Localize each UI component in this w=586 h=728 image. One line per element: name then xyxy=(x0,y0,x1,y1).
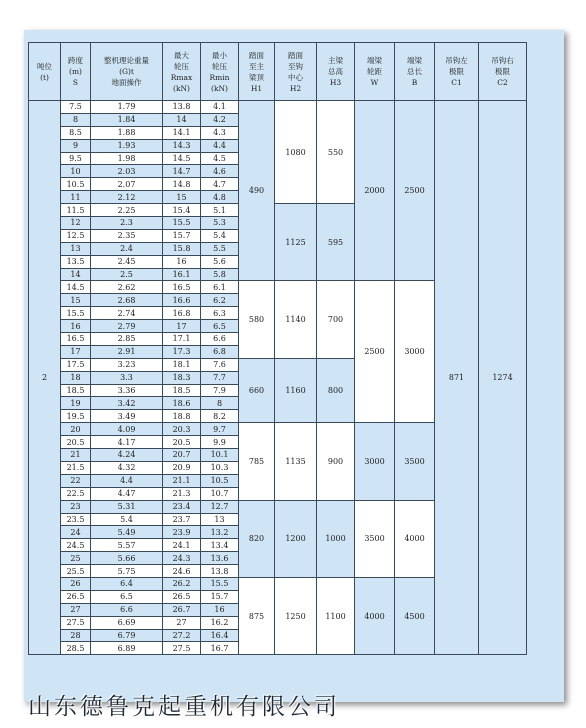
weight-cell: 4.17 xyxy=(91,436,163,449)
h3-cell: 700 xyxy=(317,281,355,358)
span-cell: 8.5 xyxy=(61,126,91,139)
header-h2 xyxy=(275,43,317,101)
header-tonnage xyxy=(29,43,61,101)
span-cell: 12 xyxy=(61,217,91,230)
header-line: (G)t xyxy=(119,67,134,76)
weight-cell: 2.74 xyxy=(91,307,163,320)
header-hook-right-limit-c2 xyxy=(479,43,527,101)
weight-cell: 5.49 xyxy=(91,526,163,539)
weight-cell: 3.23 xyxy=(91,358,163,371)
weight-cell: 5.57 xyxy=(91,539,163,552)
max-load-cell: 23.7 xyxy=(163,513,201,526)
header-line: H2 xyxy=(289,83,302,93)
header-line: B xyxy=(411,78,418,87)
weight-cell: 6.4 xyxy=(91,577,163,590)
b-cell: 3000 xyxy=(395,281,435,423)
span-cell: 24.5 xyxy=(61,539,91,552)
header-line: 主梁 xyxy=(328,56,343,65)
min-load-cell: 7.7 xyxy=(201,371,239,384)
header-line: (t) xyxy=(40,72,49,82)
weight-cell: 5.4 xyxy=(91,513,163,526)
max-load-cell: 16.5 xyxy=(163,281,201,294)
max-load-cell: 24.1 xyxy=(163,539,201,552)
span-cell: 26.5 xyxy=(61,590,91,603)
span-cell: 28 xyxy=(61,629,91,642)
span-cell: 20 xyxy=(61,423,91,436)
min-load-cell: 4.3 xyxy=(201,126,239,139)
weight-cell: 2.35 xyxy=(91,229,163,242)
weight-cell: 2.07 xyxy=(91,178,163,191)
min-load-cell: 6.5 xyxy=(201,320,239,333)
h3-cell: 800 xyxy=(317,358,355,422)
span-cell: 12.5 xyxy=(61,229,91,242)
min-load-cell: 5.8 xyxy=(201,268,239,281)
b-cell: 4500 xyxy=(395,577,435,654)
span-cell: 27 xyxy=(61,603,91,616)
span-cell: 7.5 xyxy=(61,101,91,114)
h3-cell: 595 xyxy=(317,204,355,281)
b-cell: 4000 xyxy=(395,500,435,577)
h2-cell: 1135 xyxy=(275,423,317,500)
span-cell: 21.5 xyxy=(61,461,91,474)
header-line: 极限 xyxy=(495,67,510,76)
min-load-cell: 10.5 xyxy=(201,474,239,487)
min-load-cell: 5.1 xyxy=(201,204,239,217)
span-cell: 16.5 xyxy=(61,333,91,346)
min-load-cell: 16.2 xyxy=(201,616,239,629)
header-line: 吊钩左 xyxy=(445,56,468,65)
min-load-cell: 16.7 xyxy=(201,642,239,655)
weight-cell: 1.88 xyxy=(91,126,163,139)
min-load-cell: 13.8 xyxy=(201,565,239,578)
max-load-cell: 15.5 xyxy=(163,217,201,230)
h2-cell: 1080 xyxy=(275,101,317,204)
span-cell: 14.5 xyxy=(61,281,91,294)
h1-cell: 580 xyxy=(239,281,275,358)
min-load-cell: 10.7 xyxy=(201,487,239,500)
span-cell: 17 xyxy=(61,345,91,358)
h2-cell: 1125 xyxy=(275,204,317,281)
max-load-cell: 20.5 xyxy=(163,436,201,449)
span-cell: 14 xyxy=(61,268,91,281)
weight-cell: 4.09 xyxy=(91,423,163,436)
header-line: 轮距 xyxy=(367,67,382,76)
header-line: 端梁 xyxy=(367,56,382,65)
max-load-cell: 18.5 xyxy=(163,384,201,397)
header-line: W xyxy=(370,78,379,87)
header-line: 梁顶 xyxy=(249,72,264,82)
span-cell: 10.5 xyxy=(61,178,91,191)
min-load-cell: 9.7 xyxy=(201,423,239,436)
max-load-cell: 15.4 xyxy=(163,204,201,217)
weight-cell: 6.5 xyxy=(91,590,163,603)
w-cell: 2000 xyxy=(355,101,395,281)
weight-cell: 4.24 xyxy=(91,449,163,462)
header-line: (kN) xyxy=(211,83,228,93)
header-line: 极限 xyxy=(449,67,464,76)
header-line: 至钩 xyxy=(288,61,303,71)
max-load-cell: 14.8 xyxy=(163,178,201,191)
b-cell: 2500 xyxy=(395,101,435,281)
max-load-cell: 26.7 xyxy=(163,603,201,616)
span-cell: 23.5 xyxy=(61,513,91,526)
header-max-wheel-load xyxy=(163,43,201,101)
weight-cell: 2.12 xyxy=(91,191,163,204)
span-cell: 24 xyxy=(61,526,91,539)
max-load-cell: 27.5 xyxy=(163,642,201,655)
max-load-cell: 13.8 xyxy=(163,101,201,114)
min-load-cell: 10.1 xyxy=(201,449,239,462)
max-load-cell: 15 xyxy=(163,191,201,204)
min-load-cell: 15.7 xyxy=(201,590,239,603)
span-cell: 9.5 xyxy=(61,152,91,165)
h1-cell: 785 xyxy=(239,423,275,500)
min-load-cell: 13.6 xyxy=(201,552,239,565)
h2-cell: 1140 xyxy=(275,281,317,358)
h3-cell: 1000 xyxy=(317,500,355,577)
max-load-cell: 20.7 xyxy=(163,449,201,462)
span-cell: 26 xyxy=(61,577,91,590)
min-load-cell: 6.8 xyxy=(201,345,239,358)
h3-cell: 550 xyxy=(317,101,355,204)
crane-spec-table xyxy=(28,42,527,655)
weight-cell: 2.62 xyxy=(91,281,163,294)
header-line: 踏面 xyxy=(288,50,303,60)
span-cell: 27.5 xyxy=(61,616,91,629)
max-load-cell: 24.6 xyxy=(163,565,201,578)
h1-cell: 490 xyxy=(239,101,275,281)
weight-cell: 2.85 xyxy=(91,333,163,346)
tonnage-cell: 2 xyxy=(29,101,61,655)
weight-cell: 6.6 xyxy=(91,603,163,616)
span-cell: 17.5 xyxy=(61,358,91,371)
max-load-cell: 27.2 xyxy=(163,629,201,642)
max-load-cell: 18.1 xyxy=(163,358,201,371)
span-cell: 8 xyxy=(61,113,91,126)
span-cell: 18 xyxy=(61,371,91,384)
c2-cell: 1274 xyxy=(479,101,527,655)
header-weight xyxy=(91,43,163,101)
min-load-cell: 10.3 xyxy=(201,461,239,474)
span-cell: 23 xyxy=(61,500,91,513)
weight-cell: 2.3 xyxy=(91,217,163,230)
header-wheelbase-w xyxy=(355,43,395,101)
weight-cell: 5.66 xyxy=(91,552,163,565)
min-load-cell: 16.4 xyxy=(201,629,239,642)
weight-cell: 3.36 xyxy=(91,384,163,397)
table-row xyxy=(29,101,527,114)
weight-cell: 2.91 xyxy=(91,345,163,358)
min-load-cell: 6.3 xyxy=(201,307,239,320)
header-line: (m) xyxy=(69,67,82,76)
header-line: 端梁 xyxy=(407,56,422,65)
max-load-cell: 24.3 xyxy=(163,552,201,565)
header-hook-left-limit-c1 xyxy=(435,43,479,101)
max-load-cell: 17.1 xyxy=(163,333,201,346)
min-load-cell: 13.2 xyxy=(201,526,239,539)
weight-cell: 5.75 xyxy=(91,565,163,578)
weight-cell: 2.5 xyxy=(91,268,163,281)
header-line: S xyxy=(72,78,79,87)
max-load-cell: 21.1 xyxy=(163,474,201,487)
span-cell: 18.5 xyxy=(61,384,91,397)
span-cell: 13.5 xyxy=(61,255,91,268)
weight-cell: 3.42 xyxy=(91,397,163,410)
min-load-cell: 16 xyxy=(201,603,239,616)
span-cell: 11.5 xyxy=(61,204,91,217)
span-cell: 15.5 xyxy=(61,307,91,320)
weight-cell: 2.03 xyxy=(91,165,163,178)
weight-cell: 1.79 xyxy=(91,101,163,114)
max-load-cell: 15.7 xyxy=(163,229,201,242)
header-span xyxy=(61,43,91,101)
table-body xyxy=(29,101,527,655)
h2-cell: 1200 xyxy=(275,500,317,577)
header-line: 至主 xyxy=(249,61,264,71)
header-line: 跨度 xyxy=(68,56,83,65)
weight-cell: 2.79 xyxy=(91,320,163,333)
min-load-cell: 4.8 xyxy=(201,191,239,204)
max-load-cell: 14.7 xyxy=(163,165,201,178)
max-load-cell: 15.8 xyxy=(163,242,201,255)
company-name: 山东德鲁克起重机有限公司 xyxy=(28,694,340,720)
max-load-cell: 23.4 xyxy=(163,500,201,513)
weight-cell: 1.84 xyxy=(91,113,163,126)
w-cell: 3500 xyxy=(355,500,395,577)
min-load-cell: 5.3 xyxy=(201,217,239,230)
min-load-cell: 13 xyxy=(201,513,239,526)
weight-cell: 4.47 xyxy=(91,487,163,500)
max-load-cell: 20.3 xyxy=(163,423,201,436)
max-load-cell: 16.6 xyxy=(163,294,201,307)
weight-cell: 2.25 xyxy=(91,204,163,217)
max-load-cell: 17 xyxy=(163,320,201,333)
span-cell: 19.5 xyxy=(61,410,91,423)
max-load-cell: 18.6 xyxy=(163,397,201,410)
min-load-cell: 6.2 xyxy=(201,294,239,307)
weight-cell: 4.4 xyxy=(91,474,163,487)
min-load-cell: 15.5 xyxy=(201,577,239,590)
max-load-cell: 14.1 xyxy=(163,126,201,139)
span-cell: 16 xyxy=(61,320,91,333)
max-load-cell: 18.8 xyxy=(163,410,201,423)
weight-cell: 2.45 xyxy=(91,255,163,268)
c1-cell: 871 xyxy=(435,101,479,655)
span-cell: 9 xyxy=(61,139,91,152)
header-line: 轮压 xyxy=(174,61,189,71)
header-line: H1 xyxy=(250,83,263,93)
span-cell: 20.5 xyxy=(61,436,91,449)
span-cell: 15 xyxy=(61,294,91,307)
min-load-cell: 4.1 xyxy=(201,101,239,114)
max-load-cell: 20.9 xyxy=(163,461,201,474)
header-line: (kN) xyxy=(173,83,190,93)
header-line: C2 xyxy=(497,78,508,87)
min-load-cell: 5.4 xyxy=(201,229,239,242)
weight-cell: 6.79 xyxy=(91,629,163,642)
w-cell: 3000 xyxy=(355,423,395,500)
header-line: Rmax xyxy=(170,72,193,82)
header-line: 吨位 xyxy=(37,61,52,71)
header-line: 总长 xyxy=(407,67,422,76)
header-line: 最小 xyxy=(212,50,227,60)
weight-cell: 3.3 xyxy=(91,371,163,384)
min-load-cell: 9.9 xyxy=(201,436,239,449)
span-cell: 22.5 xyxy=(61,487,91,500)
header-line: H3 xyxy=(329,78,342,87)
span-cell: 22 xyxy=(61,474,91,487)
min-load-cell: 4.6 xyxy=(201,165,239,178)
min-load-cell: 7.6 xyxy=(201,358,239,371)
max-load-cell: 21.3 xyxy=(163,487,201,500)
min-load-cell: 6.6 xyxy=(201,333,239,346)
max-load-cell: 16 xyxy=(163,255,201,268)
weight-cell: 6.69 xyxy=(91,616,163,629)
max-load-cell: 14 xyxy=(163,113,201,126)
span-cell: 25 xyxy=(61,552,91,565)
span-cell: 21 xyxy=(61,449,91,462)
min-load-cell: 4.4 xyxy=(201,139,239,152)
weight-cell: 3.49 xyxy=(91,410,163,423)
max-load-cell: 16.8 xyxy=(163,307,201,320)
weight-cell: 4.32 xyxy=(91,461,163,474)
header-min-wheel-load xyxy=(201,43,239,101)
header-line: 最大 xyxy=(174,50,189,60)
header-line: 轮压 xyxy=(212,61,227,71)
min-load-cell: 6.1 xyxy=(201,281,239,294)
header-line: 总高 xyxy=(328,67,343,76)
max-load-cell: 17.3 xyxy=(163,345,201,358)
header-row xyxy=(29,43,527,101)
max-load-cell: 16.1 xyxy=(163,268,201,281)
header-h3 xyxy=(317,43,355,101)
header-line: 地面操作 xyxy=(111,78,142,87)
header-line: C1 xyxy=(451,78,462,87)
max-load-cell: 18.3 xyxy=(163,371,201,384)
max-load-cell: 14.3 xyxy=(163,139,201,152)
weight-cell: 2.4 xyxy=(91,242,163,255)
min-load-cell: 12.7 xyxy=(201,500,239,513)
weight-cell: 5.31 xyxy=(91,500,163,513)
span-cell: 19 xyxy=(61,397,91,410)
min-load-cell: 13.4 xyxy=(201,539,239,552)
min-load-cell: 4.7 xyxy=(201,178,239,191)
header-line: Rmin xyxy=(209,72,230,82)
w-cell: 4000 xyxy=(355,577,395,654)
min-load-cell: 4.2 xyxy=(201,113,239,126)
min-load-cell: 5.6 xyxy=(201,255,239,268)
weight-cell: 1.93 xyxy=(91,139,163,152)
header-line: 吊钩右 xyxy=(491,56,514,65)
header-line: 整机理论重量 xyxy=(104,56,149,65)
span-cell: 25.5 xyxy=(61,565,91,578)
weight-cell: 6.89 xyxy=(91,642,163,655)
h2-cell: 1160 xyxy=(275,358,317,422)
header-line: 中心 xyxy=(288,72,303,82)
min-load-cell: 7.9 xyxy=(201,384,239,397)
max-load-cell: 14.5 xyxy=(163,152,201,165)
h1-cell: 875 xyxy=(239,577,275,654)
max-load-cell: 23.9 xyxy=(163,526,201,539)
max-load-cell: 27 xyxy=(163,616,201,629)
header-end-beam-length-b xyxy=(395,43,435,101)
max-load-cell: 26.2 xyxy=(163,577,201,590)
span-cell: 13 xyxy=(61,242,91,255)
header-line: 踏面 xyxy=(249,50,264,60)
weight-cell: 2.68 xyxy=(91,294,163,307)
h1-cell: 660 xyxy=(239,358,275,422)
b-cell: 3500 xyxy=(395,423,435,500)
h3-cell: 1100 xyxy=(317,577,355,654)
span-cell: 10 xyxy=(61,165,91,178)
min-load-cell: 4.5 xyxy=(201,152,239,165)
w-cell: 2500 xyxy=(355,281,395,423)
min-load-cell: 8 xyxy=(201,397,239,410)
span-cell: 11 xyxy=(61,191,91,204)
max-load-cell: 26.5 xyxy=(163,590,201,603)
h3-cell: 900 xyxy=(317,423,355,500)
weight-cell: 1.98 xyxy=(91,152,163,165)
span-cell: 28.5 xyxy=(61,642,91,655)
header-h1 xyxy=(239,43,275,101)
min-load-cell: 8.2 xyxy=(201,410,239,423)
h2-cell: 1250 xyxy=(275,577,317,654)
h1-cell: 820 xyxy=(239,500,275,577)
min-load-cell: 5.5 xyxy=(201,242,239,255)
